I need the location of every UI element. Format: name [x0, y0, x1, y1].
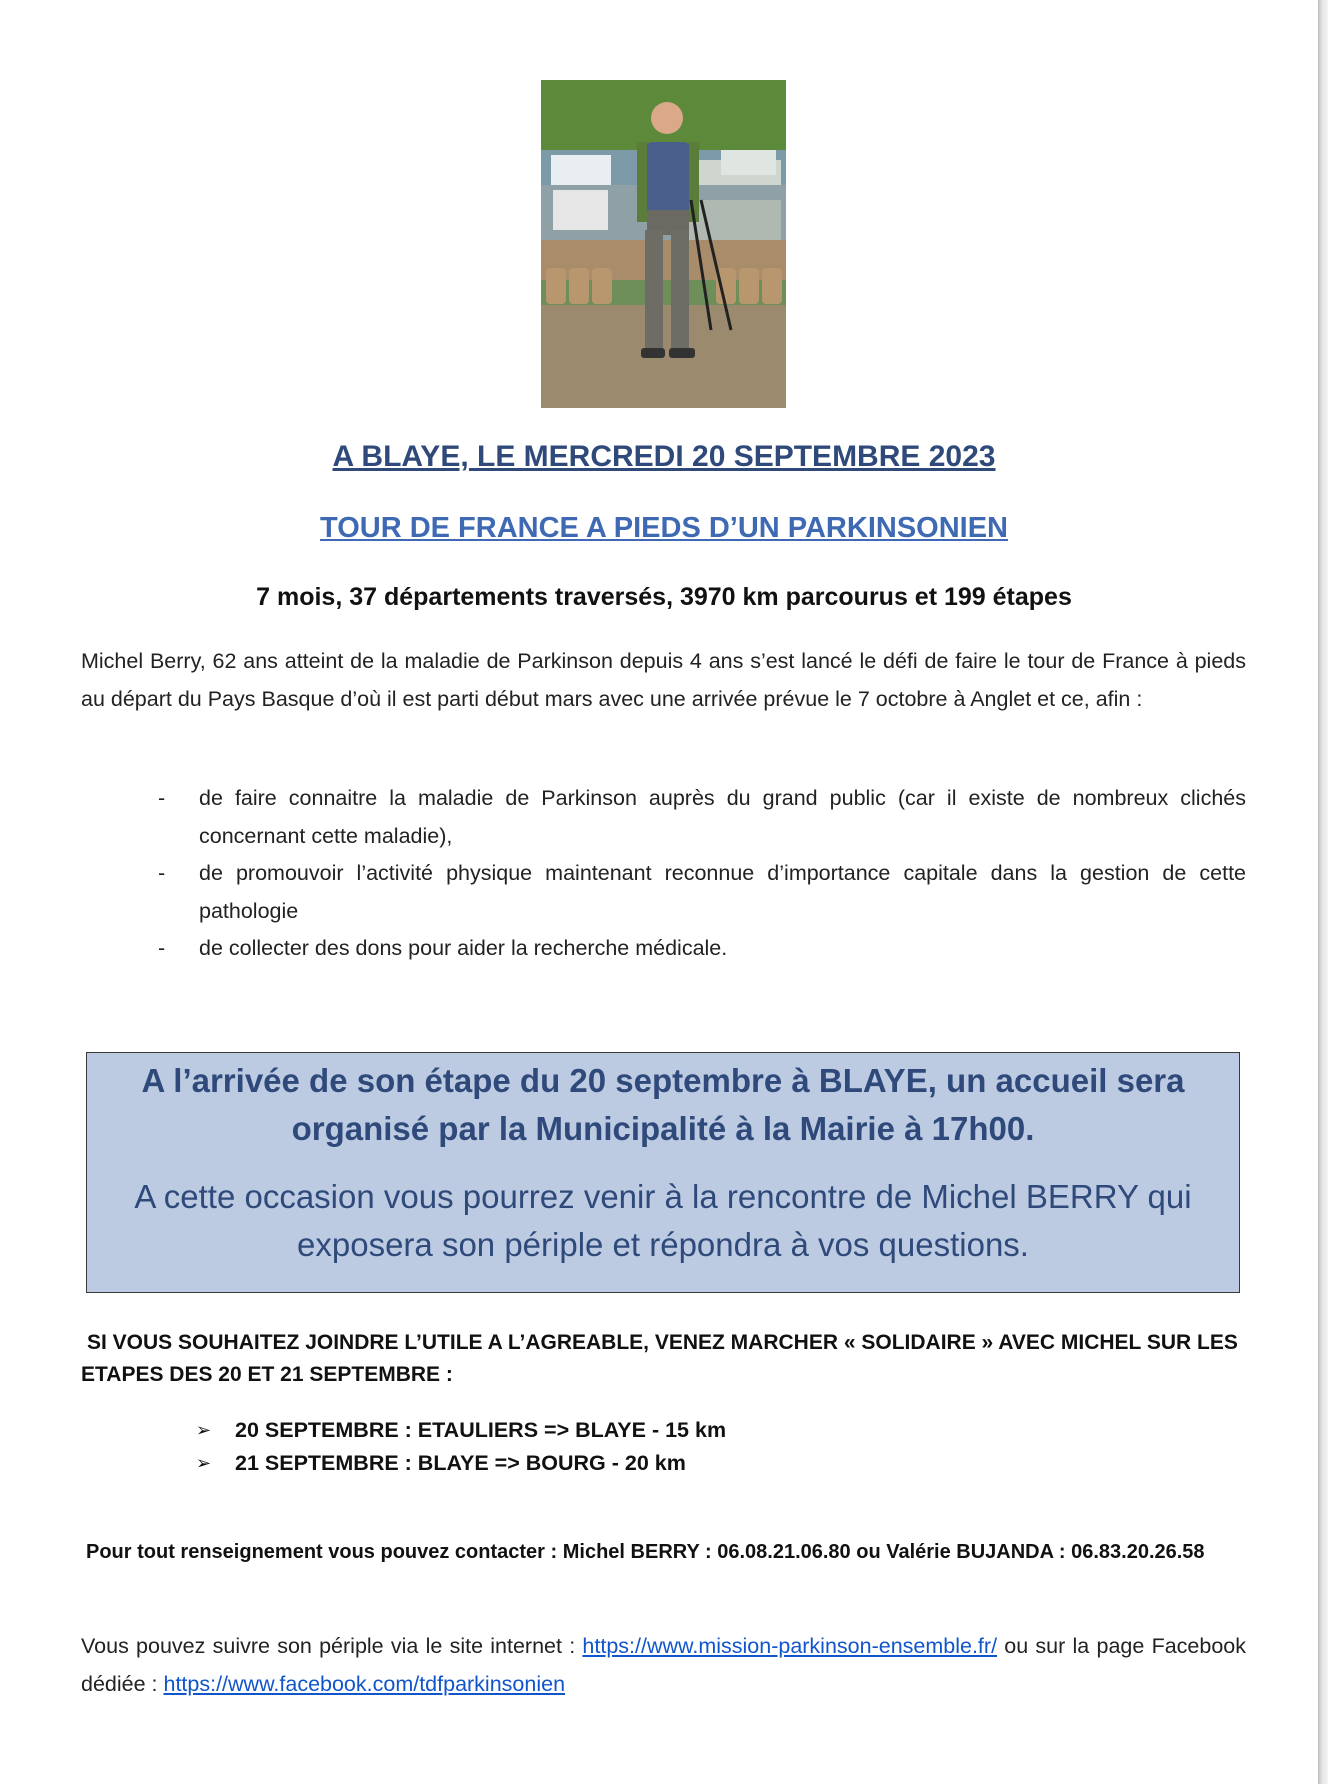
contact-info: Pour tout renseignement vous pouvez contacter : Michel BERRY : 06.08.21.06.80 ou Valérie BUJANDA : 06.83.20.26.58 — [86, 1541, 1205, 1563]
walk-invitation: SI VOUS SOUHAITEZ JOINDRE L’UTILE A L’AGREABLE, VENEZ MARCHER « SOLIDAIRE » AVEC MICHEL SUR LES ETAPES DES 20 ET 21 SEPTEMBRE : — [81, 1331, 1238, 1386]
page-edge-shadow — [1318, 0, 1328, 1784]
bullet-dash: - — [158, 936, 166, 960]
callout-meeting-text: A cette occasion vous pourrez venir à la rencontre de Michel BERRY qui exposera son périple et répondra à vos questions. — [134, 1178, 1192, 1263]
bullet-dash: - — [158, 861, 166, 885]
list-item: - de collecter des dons pour aider la recherche médicale. — [150, 930, 1246, 968]
arrow-bullet-icon: ➢ — [196, 1453, 212, 1473]
arrow-bullet-icon: ➢ — [196, 1420, 212, 1440]
list-item: ➢ 21 SEPTEMBRE : BLAYE => BOURG - 20 km — [196, 1447, 726, 1480]
stats-subtitle: 7 mois, 37 départements traversés, 3970 km parcourus et 199 étapes — [256, 583, 1072, 611]
callout-welcome-text: A l’arrivée de son étape du 20 septembre à BLAYE, un accueil sera organisé par la Municipalité à la Mairie à 17h00. — [141, 1062, 1185, 1147]
list-item: ➢ 20 SEPTEMBRE : ETAULIERS => BLAYE - 15 km — [196, 1414, 726, 1447]
website-link[interactable]: https://www.mission-parkinson-ensemble.fr/ — [582, 1634, 998, 1658]
list-item: - de promouvoir l’activité physique maintenant reconnue d’importance capitale dans la gestion de cette pathologie — [150, 855, 1246, 930]
facebook-link[interactable]: https://www.facebook.com/tdfparkinsonien — [163, 1671, 566, 1696]
list-item: - de faire connaitre la maladie de Parkinson auprès du grand public (car il existe de nombreux clichés concernant cette maladie), — [150, 780, 1246, 855]
stages-list — [196, 1414, 726, 1480]
event-title: TOUR DE FRANCE A PIEDS D’UN PARKINSONIEN — [320, 512, 1008, 544]
welcome-callout-box — [86, 1052, 1240, 1293]
intro-paragraph: Michel Berry, 62 ans atteint de la maladie de Parkinson depuis 4 ans s’est lancé le défi de faire le tour de France à pieds au départ du Pays Basque d’où il est parti début mars avec une arrivée prévue le 7 octobre à Anglet et ce, afin : — [81, 649, 1246, 711]
goals-list — [150, 780, 1246, 968]
bullet-dash: - — [158, 786, 166, 810]
hiker-photo — [541, 80, 786, 408]
follow-paragraph: Vous pouvez suivre son périple via le site internet : https://www.mission-parkinson-ensemble.fr/ ou sur la page Facebook dédiée : https://www.facebook.com/tdfparkinsonien — [81, 1634, 1246, 1696]
event-date-title: A BLAYE, LE MERCREDI 20 SEPTEMBRE 2023 — [332, 440, 996, 473]
